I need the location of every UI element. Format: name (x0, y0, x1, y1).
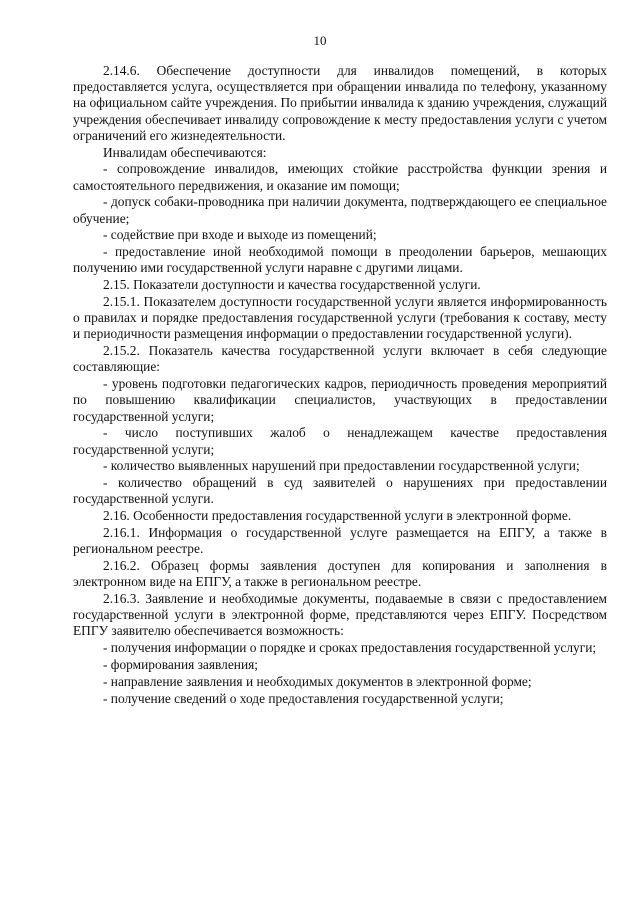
list-item: - направление заявления и необходимых документов в электронной форме; (103, 673, 532, 689)
list-item: - сопровождение инвалидов, имеющих стойкие расстройства функции зрения и самостоятельного передвижения, и оказание им помощи; (73, 161, 607, 193)
paragraph-2-16-1: 2.16.1. Информация о государственной услуге размещается на ЕПГУ, а также в региональном реестре. (73, 525, 607, 557)
paragraph-disabled-provided: Инвалидам обеспечиваются: (103, 144, 267, 160)
paragraph-2-15-2: 2.15.2. Показатель качества государственной услуги включает в себя следующие составляющие: (73, 343, 607, 375)
paragraph-2-15-1: 2.15.1. Показателем доступности государственной услуги является информированность о правилах и порядке предоставления государственной услуги (требования к составу, месту и периодичности размещения информации о предоставлении государственной услуги). (73, 294, 607, 342)
list-item: - получения информации о порядке и сроках предоставления государственной услуги; (103, 640, 597, 656)
paragraph-2-16-2: 2.16.2. Образец формы заявления доступен для копирования и заполнения в электронном виде на ЕПГУ, а также в региональном реестре. (73, 558, 607, 590)
list-item: - формирования заявления; (103, 657, 259, 672)
document-body (73, 63, 607, 707)
paragraph-2-16: 2.16. Особенности предоставления государственной услуги в электронной форме. (103, 508, 572, 524)
list-item: - число поступивших жалоб о ненадлежащем качестве предоставления государственной услуги; (73, 425, 607, 457)
paragraph-2-16-3: 2.16.3. Заявление и необходимые документы, подаваемые в связи с предоставлением государственной услуги в электронной форме, представляются через ЕПГУ. Посредством ЕПГУ заявителю обеспечивается возможность: (73, 591, 607, 639)
list-item: - содействие при входе и выходе из помещений; (103, 227, 377, 243)
list-item: - количество выявленных нарушений при предоставлении государственной услуги; (103, 458, 580, 474)
paragraph-2-14-6: 2.14.6. Обеспечение доступности для инвалидов помещений, в которых предоставляется услуга, осуществляется при обращении инвалида по телефону, указанному на официальном сайте учреждения. По прибытии инвалида к зданию учреждения, служащий учреждения обеспечивает инвалиду сопровождение к месту предоставления услуги с учетом ограничений его жизнедеятельности. (73, 63, 607, 143)
list-item: - предоставление иной необходимой помощи в преодолении барьеров, мешающих получению ими государственной услуги наравне с другими лицами. (73, 244, 607, 276)
page-number: 10 (313, 33, 327, 48)
list-item: - допуск собаки-проводника при наличии документа, подтверждающего ее специальное обучение; (73, 194, 607, 226)
list-item: - получение сведений о ходе предоставления государственной услуги; (103, 690, 504, 706)
paragraph-2-15: 2.15. Показатели доступности и качества государственной услуги. (103, 277, 481, 293)
list-item: - уровень подготовки педагогических кадров, периодичность проведения мероприятий по повышению квалификации специалистов, участвующих в предоставлении государственной услуги; (73, 376, 607, 424)
list-item: - количество обращений в суд заявителей о нарушениях при предоставлении государственной услуги. (73, 475, 607, 507)
